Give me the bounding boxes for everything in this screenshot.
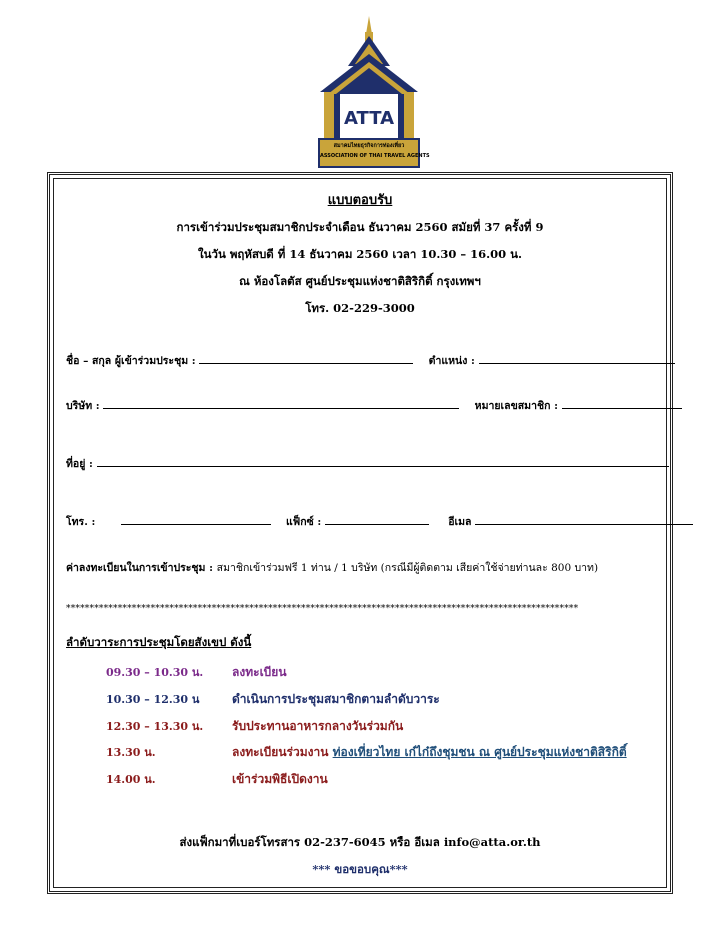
agenda-time: 13.30 น.: [106, 746, 156, 759]
name-label: ชื่อ – สกุล ผู้เข้าร่วมประชุม :: [66, 355, 196, 367]
name-field[interactable]: [199, 353, 413, 364]
agenda-desc: รับประทานอาหารกลางวันร่วมกัน: [232, 719, 404, 733]
reply-form-frame: [47, 172, 673, 894]
member-number-label: หมายเลขสมาชิก :: [474, 400, 558, 412]
tel-field[interactable]: [121, 514, 271, 525]
agenda-desc: [232, 743, 627, 762]
agenda-desc-text: ลงทะเบียนร่วมงาน: [232, 745, 329, 759]
send-instructions: ส่งแฟ็กมาที่เบอร์โทรสาร 02-237-6045 หรือ อีเมล info@atta.or.th: [179, 835, 541, 849]
atta-logo: [310, 14, 428, 170]
fax-label: แฟ็กซ์ :: [286, 516, 322, 528]
agenda-desc: ดำเนินการประชุมสมาชิกตามลำดับวาระ: [232, 692, 440, 706]
contact-row: [66, 513, 693, 530]
agenda-time: 10.30 – 12.30 น: [106, 693, 200, 706]
thank-you: *** ขอขอบคุณ***: [312, 862, 408, 876]
fee-label: ค่าลงทะเบียนในการเข้าประชุม :: [66, 562, 214, 574]
company-row: [66, 397, 682, 414]
fee-row: [66, 559, 598, 576]
address-field[interactable]: [97, 456, 669, 467]
company-field[interactable]: [103, 398, 459, 409]
company-label: บริษัท :: [66, 400, 100, 412]
email-label: อีเมล: [448, 516, 472, 528]
member-number-field[interactable]: [562, 398, 682, 409]
agenda-time: 09.30 – 10.30 น.: [106, 666, 204, 679]
fax-field[interactable]: [325, 514, 429, 525]
address-label: ที่อยู่ :: [66, 458, 93, 470]
agenda-desc: เข้าร่วมพิธีเปิดงาน: [232, 772, 328, 786]
name-row: [66, 352, 675, 369]
reply-form: [53, 178, 667, 888]
agenda-time: 14.00 น.: [106, 773, 156, 786]
agenda-title: ลำดับวาระการประชุมโดยสังเขป ดังนี้: [66, 635, 252, 649]
separator-line: *************************************************************************************************************: [66, 604, 579, 614]
agenda-time: 12.30 – 13.30 น.: [106, 720, 204, 733]
position-label: ตำแหน่ง :: [428, 355, 475, 367]
meeting-line: การเข้าร่วมประชุมสมาชิกประจำเดือน ธันวาคม 2560 สมัยที่ 37 ครั้งที่ 9: [176, 220, 544, 234]
tel-label: โทร. :: [66, 516, 96, 528]
logo-thai-name: สมาคมไทยธุรกิจการท่องเที่ยว: [333, 143, 405, 149]
venue-line: ณ ห้องโลตัส ศูนย์ประชุมแห่งชาติสิริกิติ์ กรุงเทพฯ: [239, 274, 481, 288]
logo-english-name: ASSOCIATION OF THAI TRAVEL AGENTS: [320, 153, 430, 159]
event-link[interactable]: ท่องเที่ยวไทย เก๋ไก๋ถึงชุมชน ณ ศูนย์ประชุมแห่งชาติสิริกิติ์: [332, 745, 627, 759]
date-time-line: ในวัน พฤหัสบดี ที่ 14 ธันวาคม 2560 เวลา 10.30 – 16.00 น.: [198, 247, 522, 261]
logo-wordmark: ATTA: [343, 108, 395, 129]
address-row: [66, 455, 669, 472]
form-title: แบบตอบรับ: [327, 193, 393, 208]
agenda-desc: ลงทะเบียน: [232, 665, 287, 679]
position-field[interactable]: [479, 353, 675, 364]
phone-line: โทร. 02-229-3000: [305, 301, 415, 315]
email-field[interactable]: [475, 514, 693, 525]
fee-text: สมาชิกเข้าร่วมฟรี 1 ท่าน / 1 บริษัท (กรณีมีผู้ติดตาม เสียค่าใช้จ่ายท่านละ 800 บาท): [216, 562, 599, 574]
